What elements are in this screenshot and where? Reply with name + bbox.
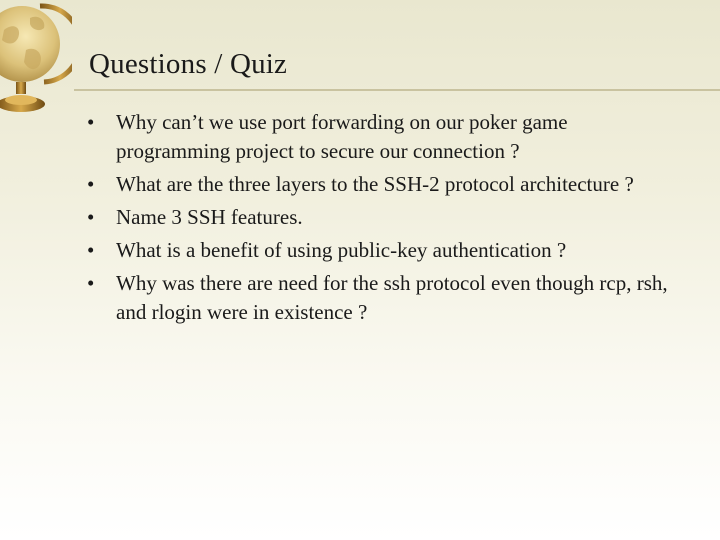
question-list bbox=[87, 108, 687, 331]
bullet-dot: • bbox=[87, 205, 95, 229]
question-item bbox=[87, 269, 687, 327]
question-text: Why can’t we use port forwarding on our poker game programming project to secure our connection ? bbox=[116, 110, 568, 163]
question-item bbox=[87, 108, 687, 166]
question-text: Name 3 SSH features. bbox=[116, 205, 303, 229]
bullet-dot: • bbox=[87, 271, 95, 295]
question-item bbox=[87, 170, 687, 199]
bullet-dot: • bbox=[87, 172, 95, 196]
question-text: What are the three layers to the SSH-2 protocol architecture ? bbox=[116, 172, 634, 196]
globe-icon bbox=[0, 0, 72, 120]
question-item bbox=[87, 236, 687, 265]
question-item bbox=[87, 203, 687, 232]
title-divider bbox=[74, 89, 720, 91]
bullet-dot: • bbox=[87, 238, 95, 262]
question-text: What is a benefit of using public-key authentication ? bbox=[116, 238, 567, 262]
question-text: Why was there are need for the ssh protocol even though rcp, rsh, and rlogin were in existence ? bbox=[116, 271, 668, 324]
slide-title: Questions / Quiz bbox=[89, 48, 288, 80]
bullet-dot: • bbox=[87, 110, 95, 134]
